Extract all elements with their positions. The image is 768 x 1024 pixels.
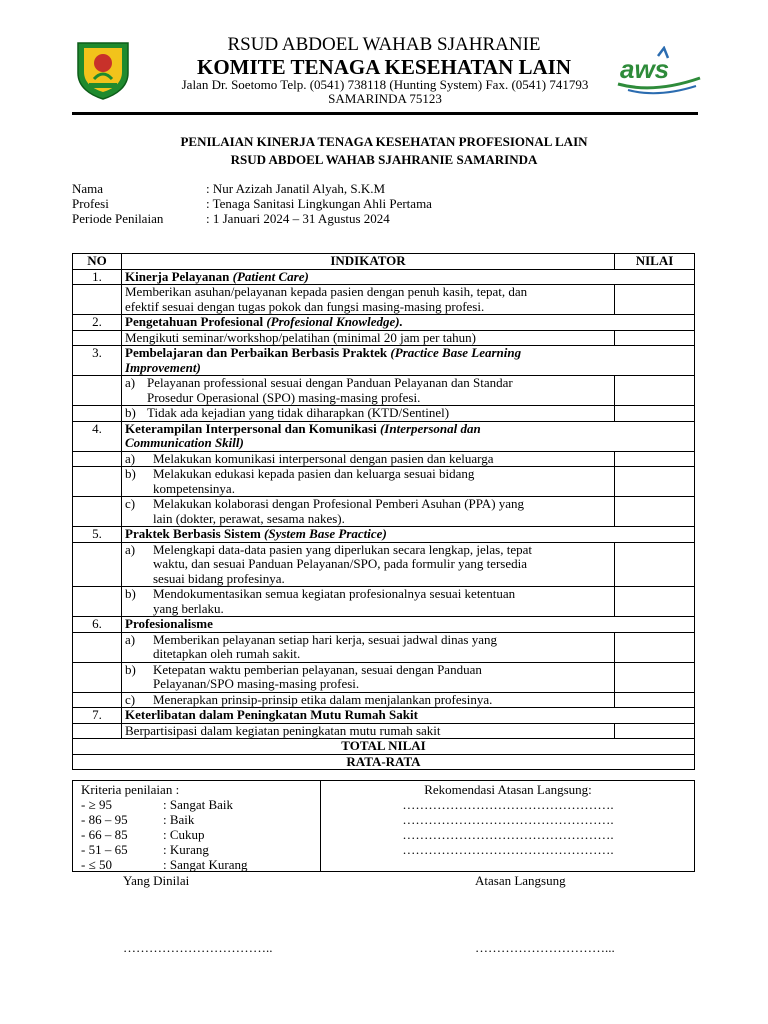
table-row bbox=[73, 285, 695, 315]
score-cell[interactable] bbox=[615, 542, 695, 587]
section-row bbox=[73, 617, 695, 633]
score-cell[interactable] bbox=[615, 467, 695, 497]
recommendation-line[interactable]: …………………………………………. bbox=[402, 842, 614, 857]
score-cell[interactable] bbox=[615, 497, 695, 527]
section-number: 7. bbox=[73, 708, 122, 724]
institution-name: RSUD ABDOEL WAHAB SJAHRANIE bbox=[227, 34, 541, 55]
average-row bbox=[73, 754, 695, 770]
assessee-label: Yang Dinilai bbox=[123, 873, 190, 888]
recommendation-line[interactable]: …………………………………………. bbox=[402, 797, 614, 812]
score-cell[interactable] bbox=[615, 285, 695, 315]
score-cell[interactable] bbox=[615, 376, 695, 406]
section-row bbox=[73, 269, 695, 285]
score-cell[interactable] bbox=[615, 692, 695, 708]
aws-logo bbox=[614, 46, 704, 96]
section-title: Praktek Berbasis Sistem (System Base Practice) bbox=[122, 527, 695, 543]
table-row bbox=[73, 662, 695, 692]
table-row bbox=[73, 723, 695, 739]
header-nilai: NILAI bbox=[615, 254, 695, 270]
score-cell[interactable] bbox=[615, 587, 695, 617]
section-row bbox=[73, 346, 695, 376]
criteria-divider bbox=[320, 781, 321, 871]
section-title: Keterampilan Interpersonal dan Komunikasi (Interpersonal dan Communication Skill) bbox=[122, 421, 695, 451]
indicator-text: Mengikuti seminar/workshop/pelatihan (minimal 20 jam per tahun) bbox=[122, 330, 615, 346]
table-row bbox=[73, 406, 695, 422]
table-row bbox=[73, 692, 695, 708]
indicator-text: c) Menerapkan prinsip-prinsip etika dalam menjalankan profesinya. bbox=[122, 692, 615, 708]
nama-label: Nama bbox=[72, 181, 104, 196]
section-row bbox=[73, 315, 695, 331]
score-cell[interactable] bbox=[615, 632, 695, 662]
table-row bbox=[73, 587, 695, 617]
score-cell[interactable] bbox=[615, 330, 695, 346]
section-number: 6. bbox=[73, 617, 122, 633]
periode-value: : 1 Januari 2024 – 31 Agustus 2024 bbox=[206, 211, 390, 226]
indicator-text: a) Memberikan pelayanan setiap hari kerja, sesuai jadwal dinas yang ditetapkan oleh rumah sakit. bbox=[122, 632, 615, 662]
recommendation-area bbox=[323, 782, 693, 857]
employee-info bbox=[72, 181, 432, 226]
section-title: Kinerja Pelayanan (Patient Care) bbox=[122, 269, 695, 285]
score-cell[interactable] bbox=[615, 406, 695, 422]
title-line-2: RSUD ABDOEL WAHAB SJAHRANIE SAMARINDA bbox=[230, 152, 538, 167]
criteria-list: Kriteria penilaian : - ≥ 95 : Sangat Baik - 86 – 95 : Baik - 66 – 85 : Cukup - 51 – 65 : Kurang - ≤ 50 : Sangat Kurang bbox=[81, 782, 248, 872]
table-row bbox=[73, 542, 695, 587]
section-title: Keterlibatan dalam Peningkatan Mutu Rumah Sakit bbox=[122, 708, 695, 724]
criteria-title: Kriteria penilaian : bbox=[81, 782, 180, 797]
indicator-text: a) Melakukan komunikasi interpersonal dengan pasien dan keluarga bbox=[122, 451, 615, 467]
address-city: SAMARINDA 75123 bbox=[328, 91, 442, 106]
document-title bbox=[0, 133, 768, 169]
section-row bbox=[73, 527, 695, 543]
total-row bbox=[73, 739, 695, 755]
title-line-1: PENILAIAN KINERJA TENAGA KESEHATAN PROFESIONAL LAIN bbox=[180, 134, 588, 149]
table-row bbox=[73, 376, 695, 406]
committee-name: KOMITE TENAGA KESEHATAN LAIN bbox=[197, 55, 571, 79]
recommendation-line[interactable]: …………………………………………. bbox=[402, 827, 614, 842]
indicator-text: b) Melakukan edukasi kepada pasien dan keluarga sesuai bidang kompetensinya. bbox=[122, 467, 615, 497]
indicator-text: a) Melengkapi data-data pasien yang diperlukan secara lengkap, jelas, tepat waktu, dan sesuai Panduan Pelayanan/SPO, pada formulir yang tersedia sesuai bidang profesinya. bbox=[122, 542, 615, 587]
supervisor-signature-line[interactable]: …………………………... bbox=[475, 940, 615, 955]
address-block bbox=[150, 78, 620, 106]
average-label: RATA-RATA bbox=[73, 754, 695, 770]
assessee-signature-line[interactable]: …………………………….. bbox=[123, 940, 273, 955]
address-line: Jalan Dr. Soetomo Telp. (0541) 738118 (Hunting System) Fax. (0541) 741793 bbox=[181, 77, 589, 92]
profesi-label: Profesi bbox=[72, 196, 109, 211]
recommendation-line[interactable]: …………………………………………. bbox=[402, 812, 614, 827]
indicator-text: b) Tidak ada kejadian yang tidak diharapkan (KTD/Sentinel) bbox=[122, 406, 615, 422]
section-row bbox=[73, 708, 695, 724]
section-number: 2. bbox=[73, 315, 122, 331]
score-cell[interactable] bbox=[615, 723, 695, 739]
table-row bbox=[73, 467, 695, 497]
periode-label: Periode Penilaian bbox=[72, 211, 164, 226]
section-number: 1. bbox=[73, 269, 122, 285]
indicator-text: c) Melakukan kolaborasi dengan Profesional Pemberi Asuhan (PPA) yang lain (dokter, perawat, sesama nakes). bbox=[122, 497, 615, 527]
table-row bbox=[73, 632, 695, 662]
total-label: TOTAL NILAI bbox=[73, 739, 695, 755]
header-divider bbox=[72, 112, 698, 115]
header-no: NO bbox=[73, 254, 122, 270]
score-cell[interactable] bbox=[615, 451, 695, 467]
table-header-row bbox=[73, 254, 695, 270]
indicator-text: b) Mendokumentasikan semua kegiatan profesionalnya sesuai ketentuan yang berlaku. bbox=[122, 587, 615, 617]
indicator-text: Memberikan asuhan/pelayanan kepada pasien dengan penuh kasih, tepat, dan efektif sesuai dengan tugas pokok dan fungsi masing-masing profesi. bbox=[122, 285, 615, 315]
section-title: Pengetahuan Profesional (Profesional Knowledge). bbox=[122, 315, 695, 331]
table-row bbox=[73, 497, 695, 527]
section-number: 3. bbox=[73, 346, 122, 376]
table-row bbox=[73, 330, 695, 346]
section-number: 5. bbox=[73, 527, 122, 543]
criteria-box bbox=[72, 780, 695, 872]
supervisor-label: Atasan Langsung bbox=[475, 873, 566, 888]
section-title: Pembelajaran dan Perbaikan Berbasis Praktek (Practice Base Learning Improvement) bbox=[122, 346, 695, 376]
indicator-text: b) Ketepatan waktu pemberian pelayanan, sesuai dengan Panduan Pelayanan/SPO masing-masing profesi. bbox=[122, 662, 615, 692]
indicator-text: a) Pelayanan professional sesuai dengan Panduan Pelayanan dan Standar Prosedur Operasional (SPO) masing-masing profesi. bbox=[122, 376, 615, 406]
aws-logo-text: aws bbox=[620, 54, 670, 84]
score-cell[interactable] bbox=[615, 662, 695, 692]
table-row bbox=[73, 451, 695, 467]
profesi-value: : Tenaga Sanitasi Lingkungan Ahli Pertama bbox=[206, 196, 432, 211]
section-title: Profesionalisme bbox=[122, 617, 695, 633]
section-row bbox=[73, 421, 695, 451]
section-number: 4. bbox=[73, 421, 122, 451]
indicator-text: Berpartisipasi dalam kegiatan peningkatan mutu rumah sakit bbox=[122, 723, 615, 739]
recommendation-title: Rekomendasi Atasan Langsung: bbox=[424, 782, 592, 797]
header-indikator: INDIKATOR bbox=[122, 254, 615, 270]
nama-value: : Nur Azizah Janatil Alyah, S.K.M bbox=[206, 181, 386, 196]
assessment-table bbox=[72, 253, 695, 770]
